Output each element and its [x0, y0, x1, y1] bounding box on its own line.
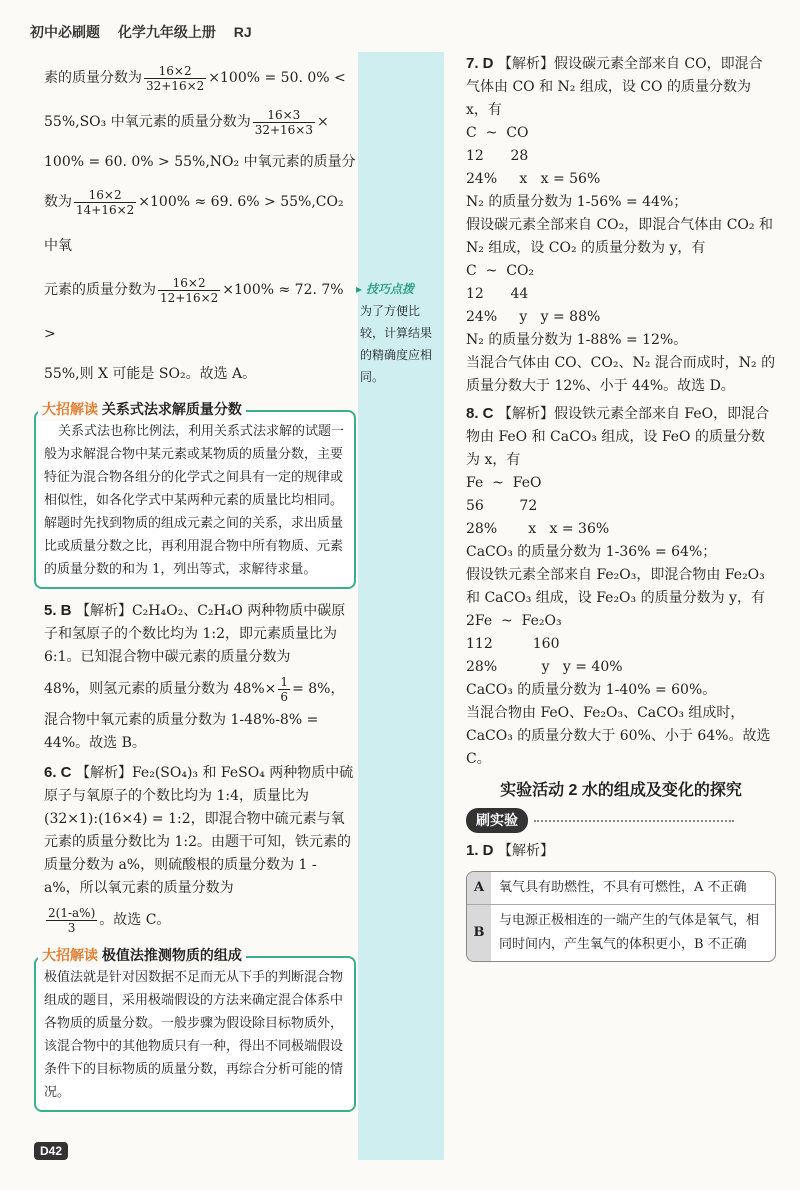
q7-calc-3: 24% x x = 56%	[466, 171, 601, 187]
row-text: 氧气具有助燃性，不具有可燃性，A 不正确	[499, 880, 747, 895]
section-title: 实验活动 2 水的组成及变化的探究	[500, 782, 742, 799]
row-text: 与电源正极相连的一端产生的气体是氧气，相同时间内，产生氧气的体积更小，B 不正确	[499, 913, 760, 952]
question-1: 1. D 【解析】	[466, 842, 554, 859]
fraction-2: $\frac{16\times 3}{32+16\times 3}$	[254, 107, 313, 137]
question-6: 6. C 【解析】Fe₂(SO₄)₃ 和 FeSO₄ 两种物质中硫原子与氧原子的个数比均为 1:4，质量比为 (32×1):(16×4) = 1:2，即混合物中硫元素与氧元素的质量分数比为 1:2。由题干可知，铁元素的质量分数为 a%，则硫酸根的质量分数为 1 - a%，所以氧元素的质量分数为	[44, 764, 354, 896]
para-5: 元素的质量分数为 $\frac{16\times 2}{12+16\times 2}$ ×100% ≈ 72. 7% >	[44, 275, 344, 342]
question-5-line3: 混合物中氧元素的质量分数为 1-48%-8% = 44%。故选 B。	[44, 712, 319, 751]
q8-calc-2: 56 72	[466, 498, 538, 514]
q6-number: 6. C	[44, 764, 72, 781]
edition-label: RJ	[233, 24, 252, 40]
practice-banner	[466, 808, 776, 833]
q7-line-3: 假设碳元素全部来自 CO₂，即混合气体由 CO₂ 和 N₂ 组成，设 CO₂ 的质量分数为 y，有	[466, 217, 773, 256]
tip-note: ▸ 技巧点拨 为了方便比较，计算结果的精确度应相同。	[356, 278, 442, 388]
tip-box-2	[34, 947, 356, 1112]
para-4: 数为 $\frac{16\times 2}{14+16\times 2}$ ×100% ≈ 69. 6% > 55%,CO₂ 中氧	[44, 187, 344, 254]
q8-number: 8. C	[466, 405, 494, 422]
q7-calc-1: C ~ CO	[466, 125, 529, 141]
q7-calc-4: C ~ CO₂	[466, 263, 535, 279]
q8-calc-3: 28% x x = 36%	[466, 521, 610, 537]
tip-box-2-title: 大招解读 极值法推测物质的组成	[38, 944, 246, 967]
question-7: 7. D 【解析】假设碳元素全部来自 CO，即混合气体由 CO 和 N₂ 组成，设 CO 的质量分数为 x，有	[466, 55, 763, 118]
q8-calc-6: 28% y y = 40%	[466, 659, 623, 675]
fraction-q5: $\frac{1}{6}$	[280, 674, 289, 704]
q7-line-5: 当混合气体由 CO、CO₂、N₂ 混合而成时，N₂ 的质量分数大于 12%、小于 44%。故选 D。	[466, 355, 776, 394]
q7-calc-6: 24% y y = 88%	[466, 309, 601, 325]
q8-calc-5: 112 160	[466, 636, 560, 652]
row-key: B	[467, 905, 491, 961]
practice-pill: 刷实验	[466, 808, 528, 833]
analysis-table	[466, 871, 776, 962]
para-2: 55%,SO₃ 中氧元素的质量分数为 $\frac{16\times 3}{32+16\times 3}$ ×	[44, 107, 329, 137]
book-title: 初中必刷题	[30, 24, 100, 40]
fraction-1: $\frac{16\times 2}{32+16\times 2}$	[146, 63, 205, 93]
tip-box-1-text: 关系式法也称比例法，利用关系式法求解的试题一般为求解混合物中某元素或某物质的质量分数，主要特征为混合物各组分的化学式之间具有一定的规律或相似性，如各化学式中某两种元素的质量比均相同。解题时先找到物质的组成元素之间的关系，求出质量比或质量分数之比，再利用混合物中所有物质、元素的质量分数的和为 1，列出等式，求解待求量。	[44, 424, 345, 577]
q8-calc-4: 2Fe ~ Fe₂O₃	[466, 613, 562, 629]
fraction-4: $\frac{16\times 2}{12+16\times 2}$	[160, 275, 219, 305]
para-3: 100% = 60. 0% > 55%,NO₂ 中氧元素的质量分	[44, 154, 356, 170]
tip-title: 技巧点拨	[366, 282, 415, 296]
q8-calc-1: Fe ~ FeO	[466, 475, 542, 491]
table-row	[467, 872, 775, 905]
page-number: D42	[34, 1142, 68, 1160]
q8-line-5: 当混合物由 FeO、Fe₂O₃、CaCO₃ 组成时，CaCO₃ 的质量分数大于 60%、小于 64%。故选 C。	[466, 705, 771, 767]
question-6-end: $\frac{2(1-a\%)}{3}$ 。故选 C。	[48, 905, 171, 935]
question-5: 5. B 【解析】C₂H₄O₂、C₂H₄O 两种物质中碳原子和氢原子的个数比均为 1:2，即元素质量比为 6:1。已知混合物中碳元素的质量分数为	[44, 602, 346, 665]
q7-calc-2: 12 28	[466, 148, 529, 164]
q5-number: 5. B	[44, 602, 72, 619]
fraction-3: $\frac{16\times 2}{14+16\times 2}$	[76, 187, 135, 217]
question-8: 8. C 【解析】假设铁元素全部来自 FeO，即混合物由 FeO 和 CaCO₃ 组成，设 FeO 的质量分数为 x，有	[466, 405, 770, 468]
para-1: 素的质量分数为 $\frac{16\times 2}{32+16\times 2}$ ×100% = 50. 0% <	[44, 63, 346, 93]
page-header	[30, 22, 266, 42]
question-5-line2: 48%，则氢元素的质量分数为 48%× $\frac{1}{6}$ = 8%，	[44, 674, 345, 704]
q8-line-3: 假设铁元素全部来自 Fe₂O₃，即混合物由 Fe₂O₃ 和 CaCO₃ 组成，设 Fe₂O₃ 的质量分数为 y，有	[466, 567, 765, 606]
tip-box-1	[34, 401, 356, 589]
q7-number: 7. D	[466, 55, 494, 72]
q8-line-2: CaCO₃ 的质量分数为 1-36% = 64%；	[466, 544, 717, 560]
q8-line-4: CaCO₃ 的质量分数为 1-40% = 60%。	[466, 682, 717, 698]
right-column	[466, 52, 776, 962]
fraction-q6: $\frac{2(1-a\%)}{3}$	[48, 905, 96, 935]
tip-box-1-title: 大招解读 关系式法求解质量分数	[38, 398, 246, 421]
q7-calc-5: 12 44	[466, 286, 529, 302]
q1-number: 1. D	[466, 842, 494, 859]
tip-box-2-text: 极值法就是针对因数据不足而无从下手的判断混合物组成的题目，采用极端假设的方法来确定混合体系中各物质的质量分数。一般步骤为假设除目标物质外，该混合物中的其他物质只有一种，得出不同极端假设条件下的目标物质的质量分数，再综合分析可能的情况。	[44, 970, 344, 1100]
left-column	[44, 56, 356, 1122]
dotted-divider	[534, 820, 734, 822]
table-row	[467, 905, 775, 961]
q7-line-4: N₂ 的质量分数为 1-88% = 12%。	[466, 332, 688, 348]
para-6: 55%,则 X 可能是 SO₂。故选 A。	[44, 366, 257, 382]
q7-line-2: N₂ 的质量分数为 1-56% = 44%；	[466, 194, 688, 210]
margin-strip	[358, 52, 444, 1160]
subject-title: 化学九年级上册	[117, 24, 216, 40]
row-key: A	[467, 872, 491, 904]
tip-text: 为了方便比较，计算结果的精确度应相同。	[360, 304, 433, 384]
